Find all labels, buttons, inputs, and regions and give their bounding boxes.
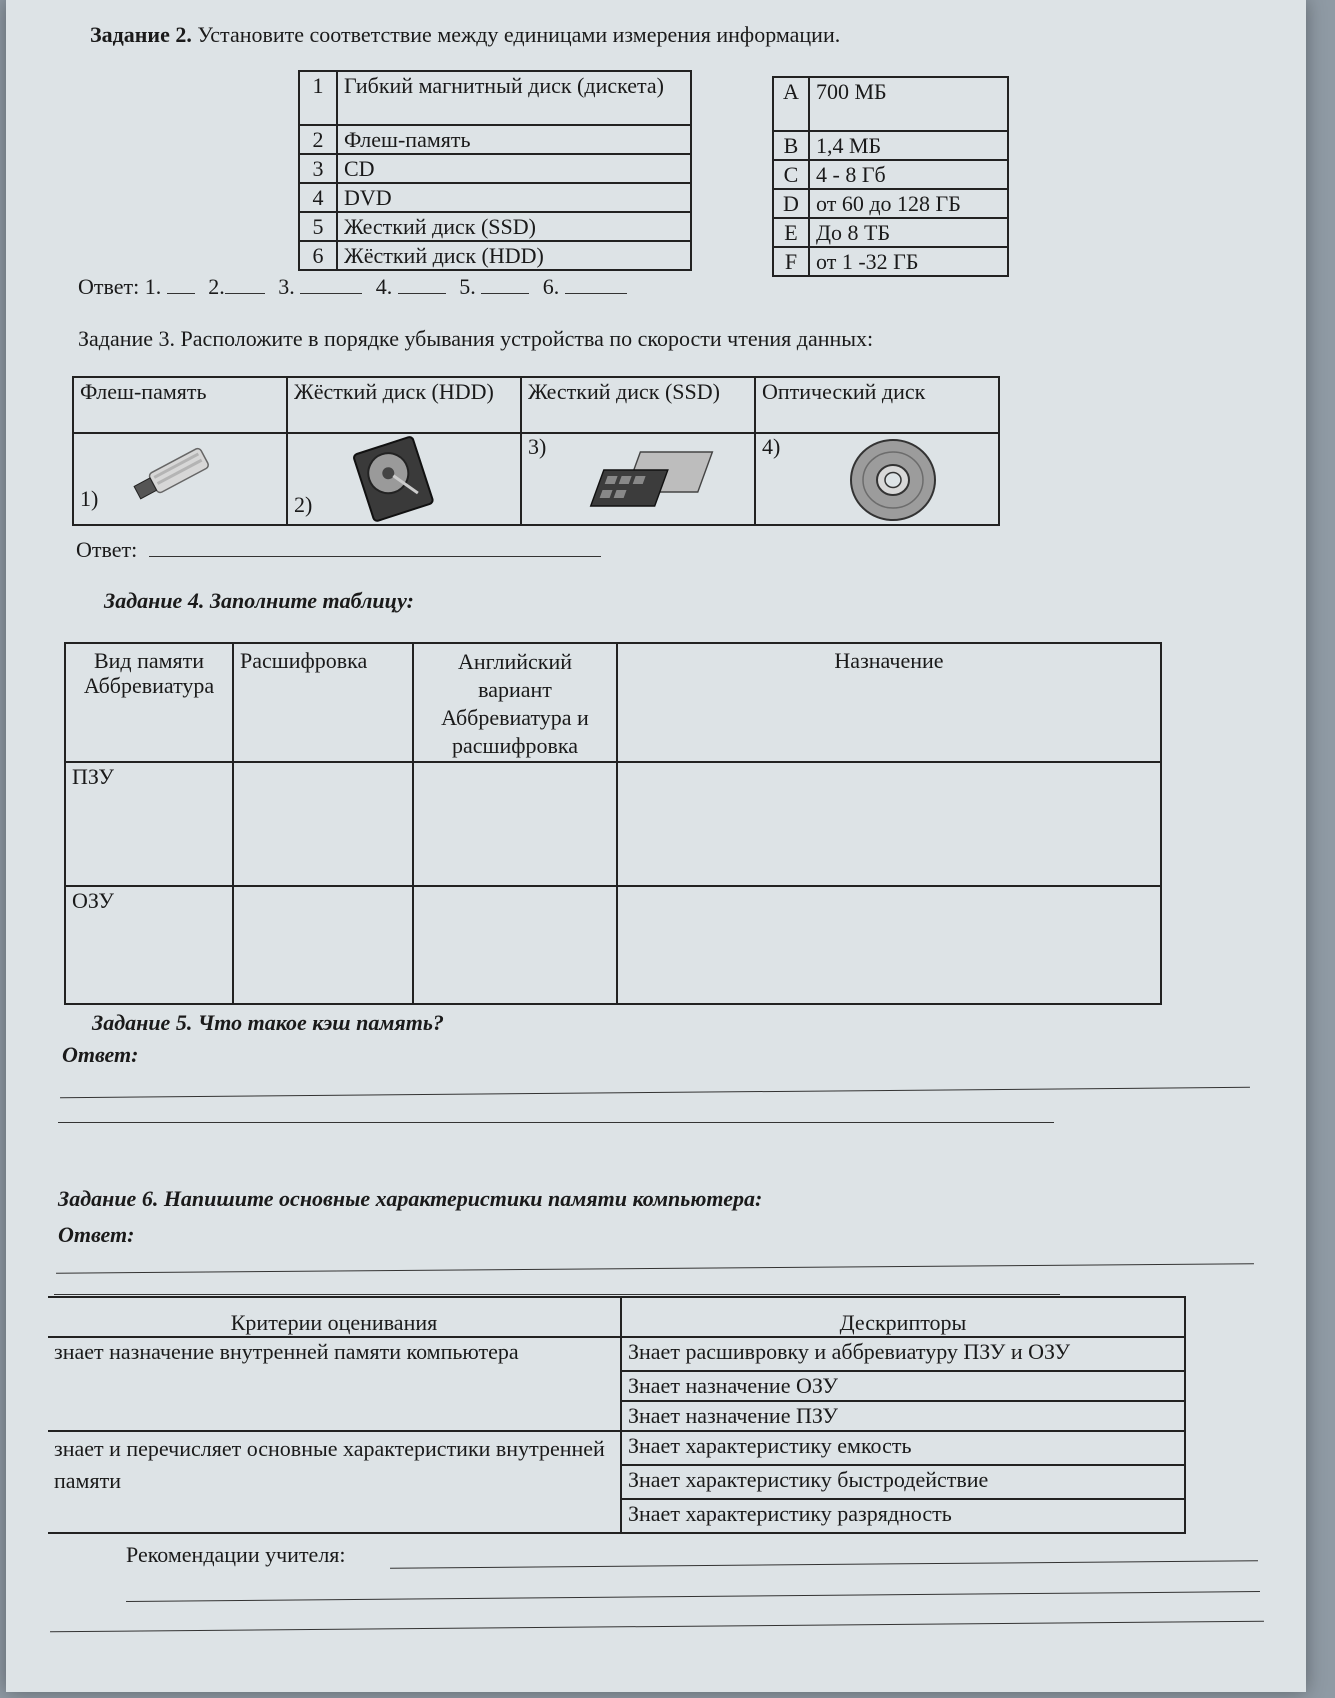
device-name: DVD (337, 183, 691, 212)
task2-answer-row (78, 274, 627, 300)
criterion-text: знает и перечисляет основные характеристики внутренней памяти (48, 1431, 621, 1533)
descriptor-text: Знает характеристику разрядность (621, 1499, 1185, 1533)
answer-blank[interactable] (565, 275, 627, 294)
table-row (773, 189, 1008, 218)
column-header: Жесткий диск (SSD) (521, 377, 755, 433)
image-cell (287, 433, 521, 525)
row-label: ОЗУ (65, 886, 233, 1004)
input-cell[interactable] (617, 762, 1161, 886)
table-row (48, 1337, 1185, 1371)
descriptor-text: Знает назначение ОЗУ (621, 1371, 1185, 1401)
task3-answer-row (76, 537, 601, 563)
answer-line[interactable] (54, 1294, 1060, 1295)
item-number: 2) (294, 492, 313, 517)
answer-line[interactable] (58, 1122, 1054, 1123)
answer-blank[interactable] (398, 275, 446, 294)
answer-num: 4. (375, 274, 393, 299)
row-letter: F (773, 247, 809, 276)
answer-num: 3. (278, 274, 295, 299)
answer-blank[interactable] (481, 275, 529, 294)
task2-heading (90, 22, 840, 48)
row-letter: C (773, 160, 809, 189)
device-name: CD (337, 154, 691, 183)
task2-right-table (772, 76, 1009, 277)
descriptor-text: Знает характеристику быстродействие (621, 1465, 1185, 1499)
recommendations-line[interactable] (390, 1560, 1258, 1569)
descriptor-text: Знает назначение ПЗУ (621, 1401, 1185, 1431)
table-header-row (73, 377, 999, 433)
table-row (48, 1431, 1185, 1465)
row-number: 3 (299, 154, 337, 183)
item-number: 4) (762, 434, 781, 459)
recommendations-line[interactable] (50, 1621, 1264, 1633)
task3-table (72, 376, 1000, 526)
image-row (73, 433, 999, 525)
descriptor-text: Знает расшивровку и аббревиатуру ПЗУ и ОЗУ (621, 1337, 1185, 1371)
column-header: Жёсткий диск (HDD) (287, 377, 521, 433)
answer-num: 6. (542, 274, 560, 299)
column-header: Флеш-память (73, 377, 287, 433)
column-header: Расшифровка (233, 643, 413, 762)
criteria-table (48, 1296, 1186, 1534)
capacity-value: 1,4 МБ (809, 131, 1008, 160)
answer-line[interactable] (60, 1087, 1250, 1098)
answer-blank[interactable] (167, 275, 195, 294)
ssd-board-icon (588, 442, 718, 518)
criterion-text: знает назначение внутренней памяти компьютера (48, 1337, 621, 1431)
descriptors-header: Дескрипторы (621, 1297, 1185, 1337)
task4-table (64, 642, 1162, 1005)
row-number: 1 (299, 71, 337, 125)
answer-label: Ответ: (76, 537, 138, 562)
capacity-value: 700 МБ (809, 77, 1008, 131)
recommendations-label: Рекомендации учителя: (126, 1542, 346, 1567)
table-row (299, 125, 691, 154)
task2-text: Установите соответствие между единицами измерения информации. (197, 22, 841, 47)
row-number: 2 (299, 125, 337, 154)
device-name: Жесткий диск (SSD) (337, 212, 691, 241)
table-row (299, 241, 691, 270)
device-name: Жёсткий диск (HDD) (337, 241, 691, 270)
recommendations-line[interactable] (126, 1591, 1260, 1602)
answer-num: 2. (208, 274, 225, 299)
descriptor-text: Знает характеристику емкость (621, 1431, 1185, 1465)
task3-heading: Задание 3. Расположите в порядке убывания устройства по скорости чтения данных: (78, 326, 874, 351)
image-cell (755, 433, 999, 525)
device-name: Гибкий магнитный диск (дискета) (337, 71, 691, 125)
criteria-header: Критерии оценивания (48, 1297, 621, 1337)
answer-blank[interactable] (225, 275, 265, 294)
item-number: 1) (80, 486, 99, 511)
row-label: ПЗУ (65, 762, 233, 886)
table-row (773, 247, 1008, 276)
task2-left-table (298, 70, 692, 271)
input-cell[interactable] (413, 886, 617, 1004)
table-row (65, 762, 1161, 886)
task5-heading: Задание 5. Что такое кэш память? (92, 1010, 444, 1035)
row-letter: D (773, 189, 809, 218)
table-row (65, 886, 1161, 1004)
image-cell (73, 433, 287, 525)
column-header: Оптический диск (755, 377, 999, 433)
worksheet-page (6, 0, 1306, 1692)
table-header-row (48, 1297, 1185, 1337)
row-number: 6 (299, 241, 337, 270)
image-cell (521, 433, 755, 525)
task5-answer-label: Ответ: (62, 1042, 139, 1067)
answer-line[interactable] (56, 1263, 1254, 1273)
answer-label: Ответ: 1. (78, 274, 162, 299)
table-header-row (65, 643, 1161, 762)
optical-disc-icon (848, 438, 938, 522)
answer-blank[interactable] (149, 538, 601, 557)
task6-heading: Задание 6. Напишите основные характеристики памяти компьютера: (58, 1186, 763, 1211)
capacity-value: от 1 -32 ГБ (809, 247, 1008, 276)
input-cell[interactable] (617, 886, 1161, 1004)
task4-heading: Задание 4. Заполните таблицу: (104, 588, 414, 613)
task6-answer-label: Ответ: (58, 1222, 135, 1247)
capacity-value: До 8 ТБ (809, 218, 1008, 247)
input-cell[interactable] (233, 762, 413, 886)
row-number: 5 (299, 212, 337, 241)
answer-num: 5. (459, 274, 476, 299)
row-letter: E (773, 218, 809, 247)
device-name: Флеш-память (337, 125, 691, 154)
table-row (299, 71, 691, 125)
table-row (299, 212, 691, 241)
hard-disk-drive-icon (348, 434, 438, 522)
input-cell[interactable] (413, 762, 617, 886)
table-row (773, 160, 1008, 189)
column-header: Английский вариант Аббревиатура и расшифровка (413, 643, 617, 762)
table-row (299, 154, 691, 183)
table-row (773, 77, 1008, 131)
column-header: Вид памяти Аббревиатура (65, 643, 233, 762)
row-letter: A (773, 77, 809, 131)
column-header: Назначение (617, 643, 1161, 762)
capacity-value: от 60 до 128 ГБ (809, 189, 1008, 218)
capacity-value: 4 - 8 Гб (809, 160, 1008, 189)
answer-blank[interactable] (300, 275, 362, 294)
input-cell[interactable] (233, 886, 413, 1004)
row-number: 4 (299, 183, 337, 212)
table-row (773, 131, 1008, 160)
task2-label: Задание 2. (90, 22, 192, 47)
row-letter: B (773, 131, 809, 160)
item-number: 3) (528, 434, 547, 459)
table-row (773, 218, 1008, 247)
usb-flash-drive-icon (124, 440, 224, 504)
table-row (299, 183, 691, 212)
